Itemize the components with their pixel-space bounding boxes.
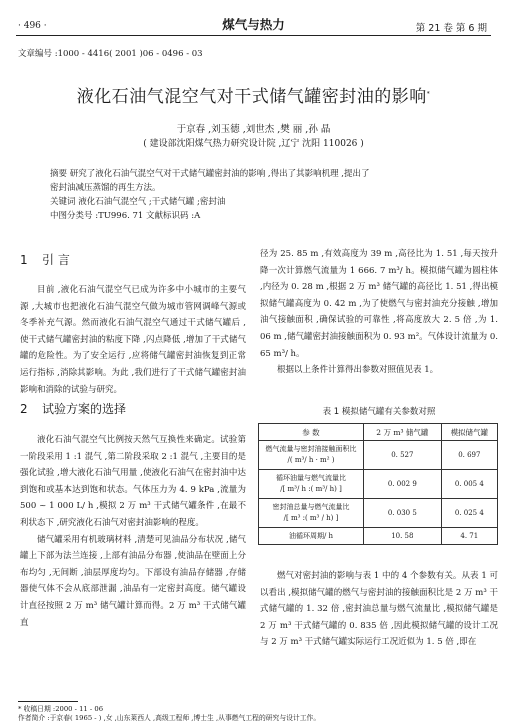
param-cell [259, 528, 364, 545]
param-label: 循环油量与燃气流量比 [276, 474, 346, 482]
keywords-line: 关键词 液化石油气混空气 ;干式储气罐 ;密封油 [50, 197, 226, 207]
header-rule [16, 35, 491, 36]
paragraph: 根据以上条件计算得出参数对照值见表 1。 [277, 365, 439, 376]
table-header-cell: 参 数 [259, 424, 364, 441]
param-label: 密封油总量与燃气流量比 [272, 503, 350, 511]
right-column-text-lower [260, 568, 498, 651]
table-row [259, 499, 498, 528]
paragraph: 储气罐采用有机玻璃材料 ,清楚可见油品分布状况 ,储气罐上下部为法兰连接 ,上部有油品分布器 ,使油品在壁面上分布均匀 ,无间断 ,油层厚度均匀。下部设有油品存储器 ,存储器使气体不会从底部泄漏 ,油品有一定密封高度。储气罐设计直径按照 2 万 m³ 储气罐计算而得。2 万 m³ 干式储气罐直 [20, 534, 246, 628]
affiliation: ( 建设部沈阳煤气热力研究设计院 ,辽宁 沈阳 110026 ) [143, 139, 364, 149]
volume-issue: 第 21 卷 第 6 期 [415, 23, 487, 34]
param-cell [259, 470, 364, 499]
title-footnote-mark: * [426, 90, 431, 98]
author-bio: 作者简介 :于京春( 1965 - ) ,女 ,山东莱西人 ,高级工程师 ,博士生 ,从事燃气工程的研究与设计工作。 [18, 714, 321, 722]
param-unit: /[ m³ :( m³ / h) ] [283, 514, 339, 522]
journal-name: 煤气与热力 [222, 17, 285, 32]
param-label: 燃气流量与密封油接触面积比 [265, 445, 357, 453]
param-cell [259, 499, 364, 528]
right-column-text [260, 246, 498, 379]
abstract-block [50, 167, 460, 223]
value-cell: 0. 697 [441, 441, 497, 470]
author-list: 于京春 ,刘玉德 ,刘世杰 ,樊 丽 ,孙 晶 [176, 124, 331, 135]
value-cell: 4. 71 [441, 528, 497, 545]
value-cell: 0. 025 4 [441, 499, 497, 528]
paragraph: 目前 ,液化石油气混空气已成为许多中小城市的主要气源 ,大城市也把液化石油气混空气做为城市管网调峰气源或冬季补充气源。然而液化石油气混空气通过干式储气罐后 ,使干式储气罐密封油的粘度下降 ,闪点降低 ,增加了干式储气罐的危险性。为了安全运行 ,应将储气罐密封油恢复到正常运行指标 ,消除其影响。为此 ,我们进行了干式储气罐密封油影响和消除的试验与研究。 [20, 285, 246, 395]
section-title: 试验方案的选择 [42, 402, 127, 416]
received-date: * 收稿日期 :2000 - 11 - 06 [18, 705, 104, 713]
classification-line: 中图分类号 :TU996. 71 文献标识码 :A [50, 211, 201, 221]
section-2-body [20, 432, 246, 631]
param-unit: /( m³/ h · m² ) [287, 456, 335, 464]
section-heading-2 [20, 400, 126, 417]
table-header-cell: 模拟储气罐 [441, 424, 497, 441]
table-header-cell: 2 万 m³ 储气罐 [364, 424, 442, 441]
value-cell: 0. 030 5 [364, 499, 442, 528]
param-cell [259, 441, 364, 470]
section-title: 引 言 [42, 253, 70, 267]
abstract-line: 摘要 研究了液化石油气混空气对干式储气罐密封油的影响 ,得出了其影响机理 ,提出了 [50, 169, 370, 179]
param-unit: /[ m³/ h :( m³/ h) ] [280, 485, 342, 493]
footnote [18, 705, 320, 723]
param-label: 油循环周期/ h [288, 531, 334, 540]
value-cell: 10. 58 [364, 528, 442, 545]
table-row [259, 441, 498, 470]
article-number: 文章编号 :1000 - 4416( 2001 )06 - 0496 - 03 [18, 49, 203, 59]
paragraph: 燃气对密封油的影响与表 1 中的 4 个参数有关。从表 1 可以看出 ,模拟储气罐的燃气与密封油的接触面积比是 2 万 m³ 干式储气罐的 1. 32 倍 ,密封油总量与燃气流量比 ,模拟储气罐是 2 万 m³ 干式储气罐的 0. 835 倍 ,因此模拟储气罐的设计工况与 2 万 m³ 干式储气罐实际运行工况近似为 1. 5 倍 ,即在 [260, 571, 498, 648]
page-number: · 496 · [18, 21, 47, 31]
paragraph: 径为 25. 85 m ,有效高度为 39 m ,高径比为 1. 51 ,每天按升降一次计算燃气流量为 1 666. 7 m³/ h。模拟储气罐为圆柱体 ,内径为 0. 28 m ,根据 2 万 m³ 储气罐的高径比 1. 51 ,得出模拟储气罐高度为 0. 42 m ,为了使燃气与密封油充分接触 ,增加油气接触面积 ,确保试验的可靠性 ,将高度放大 2. 5 倍 ,为 1. 06 m ,储气罐密封油接触面积为 0. 93 m²。气体设计流量为 0. 65 m³/ h。 [260, 249, 498, 359]
running-header [0, 0, 507, 40]
footnote-rule [18, 701, 78, 702]
value-cell: 0. 002 9 [364, 470, 442, 499]
table-row [259, 470, 498, 499]
abstract-line: 密封油减压蒸馏的再生方法。 [50, 183, 161, 193]
table-row [259, 528, 498, 545]
section-heading-1 [20, 251, 70, 268]
paper-title [0, 82, 507, 107]
section-1-body [20, 282, 246, 398]
paragraph: 液化石油气混空气比例按天然气互换性来确定。试验第一阶段采用 1 :1 混气 ,第二阶段采取 2 :1 混气 ,主要目的是强化试验 ,增大液化石油气用量 ,使液化石油气在密封油中达到饱和或基本达到饱和状态。气体压力为 4. 9 kPa ,流量为 500 ~ 1 000 L/ h ,模拟 2 万 m³ 干式储气罐条件 ,在最不利状态下 ,研究液化石油气对密封油影响的程度。 [20, 435, 246, 528]
table-caption: 表 1 模拟储气罐有关参数对照 [322, 407, 436, 417]
value-cell: 0. 005 4 [441, 470, 497, 499]
title-text: 液化石油气混空气对干式储气罐密封油的影响 [76, 87, 427, 107]
section-number: 2 [20, 402, 28, 416]
parameter-table [258, 423, 498, 545]
section-number: 1 [20, 253, 28, 267]
value-cell: 0. 527 [364, 441, 442, 470]
